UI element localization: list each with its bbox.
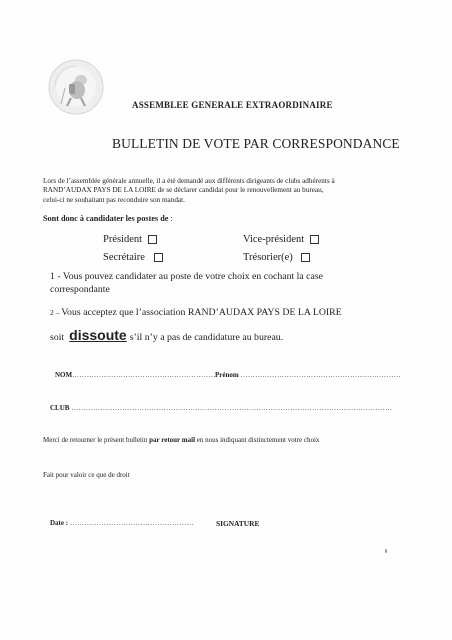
candidacy-label-text: Sont donc à candidater les postes de <box>43 214 169 223</box>
option-tresorier[interactable] <box>243 252 310 263</box>
nom-field[interactable] <box>55 371 218 379</box>
option-2-text <box>50 307 342 318</box>
soit-word: soit <box>50 332 65 343</box>
instructions-bold: par retour mail <box>149 436 196 444</box>
date-dots[interactable]: …………………………………………… <box>69 519 194 527</box>
intro-line: RAND’AUDAX PAYS DE LA LOIRE de se déclarer candidat pour le renouvellement au bureau, <box>43 186 324 195</box>
option-label: Secrétaire <box>103 252 145 263</box>
instructions-part-2: en nous indiquant distinctement votre choix <box>195 436 320 444</box>
instructions-part-1: Merci de retourner le présent bulletin <box>43 436 150 444</box>
intro-line: Lors de l’assemblée générale annuelle, il a été demandé aux différents dirigeants de clubs adhérents à <box>43 177 335 185</box>
prenom-label: Prénom <box>215 371 239 379</box>
option-2-rest: s’il n’y a pas de candidature au bureau. <box>129 332 284 343</box>
option-label: Président <box>103 234 143 245</box>
nom-label: NOM <box>55 371 73 379</box>
tresorier-checkbox[interactable] <box>301 253 310 262</box>
option-1-line: 1 - Vous pouvez candidater au poste de votre choix en cochant la case <box>50 271 324 282</box>
intro-paragraph <box>43 177 413 205</box>
candidacy-label <box>43 214 173 223</box>
club-field[interactable] <box>50 404 392 412</box>
option-secretaire[interactable] <box>103 252 163 263</box>
club-logo <box>47 58 105 116</box>
intro-line: celui-ci ne souhaitant pas reconduire son mandat. <box>43 195 185 204</box>
option-1-line: correspondante <box>50 283 110 295</box>
option-president[interactable] <box>103 234 157 245</box>
candidacy-label-suffix: : <box>168 214 173 223</box>
president-checkbox[interactable] <box>148 235 157 244</box>
date-label: Date : <box>50 519 69 527</box>
option-2-number: 2 – <box>50 308 62 317</box>
nom-dots[interactable]: …………………………………………………… <box>72 371 219 379</box>
option-vice-president[interactable] <box>243 234 319 245</box>
option-1-text <box>50 271 410 296</box>
dissoute-word: dissoute <box>69 327 127 343</box>
option-label: Trésorier(e) <box>243 252 293 263</box>
scan-speck <box>385 549 387 553</box>
fait-statement: Fait pour valoir ce que de droit <box>43 471 130 479</box>
secretaire-checkbox[interactable] <box>154 253 163 262</box>
club-label: CLUB <box>50 404 70 412</box>
return-instructions <box>43 436 319 444</box>
option-2-continuation <box>50 327 283 343</box>
document-title: ASSEMBLEE GENERALE EXTRAORDINAIRE <box>132 100 333 110</box>
prenom-field[interactable] <box>215 371 401 379</box>
signature-label: SIGNATURE <box>216 519 260 528</box>
option-label: Vice-président <box>243 234 305 245</box>
document-subtitle: BULLETIN DE VOTE PAR CORRESPONDANCE <box>112 136 400 151</box>
date-field[interactable] <box>50 519 194 527</box>
vice-president-checkbox[interactable] <box>310 235 319 244</box>
option-2-sentence: Vous acceptez que l’association RAND’AUDAX PAYS DE LA LOIRE <box>61 307 342 318</box>
club-dots[interactable]: …………………………………………………………………………………………………………………… <box>71 404 393 412</box>
prenom-dots[interactable]: ………………………………………………………… <box>240 371 402 379</box>
